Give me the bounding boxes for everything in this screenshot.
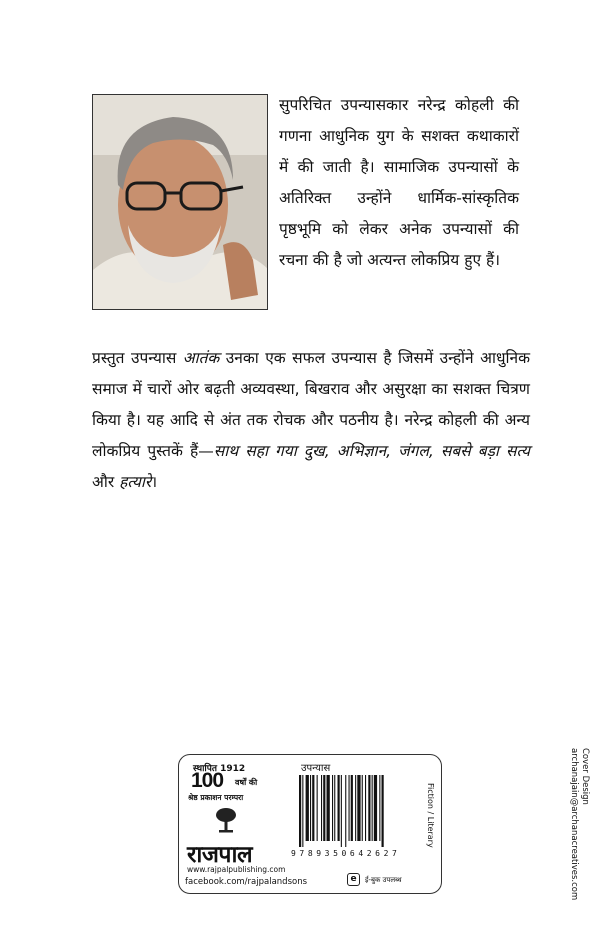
barcode-bar xyxy=(310,775,311,841)
isbn-barcode xyxy=(297,775,417,847)
years-label: वर्षों की xyxy=(235,778,258,787)
barcode-bar xyxy=(332,775,333,841)
barcode-bar xyxy=(365,775,366,841)
barcode-bar xyxy=(368,775,370,841)
cover-design-credit xyxy=(568,748,598,901)
description-conjunction: और xyxy=(92,473,120,491)
barcode-bar xyxy=(355,775,356,841)
publisher-name: राजपाल xyxy=(187,842,253,868)
author-portrait xyxy=(92,94,268,310)
publishing-tradition: श्रेष्ठ प्रकाशन परम्परा xyxy=(188,793,244,802)
other-books-list: साथ सहा गया दुख, अभिज्ञान, जंगल, सबसे बड़ा सत्य xyxy=(213,442,530,460)
category-label-wrap xyxy=(423,783,437,863)
barcode-bar xyxy=(306,775,309,841)
barcode-bar xyxy=(323,775,325,841)
barcode-bar xyxy=(317,775,318,841)
publisher-website: www.rajpalpublishing.com xyxy=(187,865,286,874)
barcode-bar xyxy=(312,775,314,841)
barcode-bar xyxy=(362,775,363,841)
genre-label: उपन्यास xyxy=(301,763,331,774)
isbn-number: 9789350642627 xyxy=(291,849,401,858)
description-body: उनका एक सफल उपन्यास है जिसमें उन्होंने आधुनिक समाज में चारों ओर बढ़ती अव्यवस्था, बिखराव और असुरक्षा का सशक्त चित्रण किया है। यह आदि से अंत तक रोचक और पठनीय है। नरेन्द्र कोहली की अन्य लोकप्रिय पुस्तकें हैं— xyxy=(92,349,530,460)
barcode-bar xyxy=(302,775,303,847)
barcode-bar xyxy=(345,775,346,847)
barcode-bar xyxy=(372,775,373,841)
author-bio: सुपरिचित उपन्यासकार नरेन्द्र कोहली की गणना आधुनिक युग के सशक्त कथाकारों में की जाती है। सामाजिक उपन्यासों के अतिरिक्त उन्होंने धार्मिक-सांस्कृतिक पृष्ठभूमि को लेकर अनेक उपन्यासों की रचना की है जो अत्यन्त लोकप्रिय हुए हैं। xyxy=(279,96,519,269)
ebook-available-text: ई-बुक उपलब्ध xyxy=(365,876,402,884)
last-book-title: हत्यारे xyxy=(119,473,152,491)
barcode-bar xyxy=(379,775,380,841)
barcode-bar xyxy=(349,775,350,841)
publisher-facebook: facebook.com/rajpalandsons xyxy=(185,877,308,887)
ebook-icon: e xyxy=(347,873,360,886)
barcode-bar xyxy=(327,775,330,841)
barcode-bar xyxy=(382,775,384,847)
barcode-bar xyxy=(374,775,377,841)
barcode-bar xyxy=(341,775,342,847)
description-end: । xyxy=(151,473,158,491)
book-description xyxy=(92,343,530,498)
established-year: स्थापित 1912 xyxy=(193,764,246,774)
barcode-bar xyxy=(299,775,301,847)
barcode-bar xyxy=(321,775,322,841)
hundred-years-number: 100 xyxy=(191,769,224,792)
description-intro: प्रस्तुत उपन्यास xyxy=(92,349,183,367)
tree-logo-icon xyxy=(215,807,237,837)
cover-design-label: Cover Design xyxy=(580,748,590,805)
barcode-bar xyxy=(351,775,353,841)
barcode-bar xyxy=(357,775,360,841)
category-label: Fiction / Literary xyxy=(426,783,435,848)
barcode-bar xyxy=(338,775,340,841)
book-title: आतंक xyxy=(182,349,220,367)
cover-design-email: archanajain@archanacreatives.com xyxy=(569,748,579,901)
barcode-bar xyxy=(334,775,335,841)
publisher-barcode-panel xyxy=(178,754,442,894)
